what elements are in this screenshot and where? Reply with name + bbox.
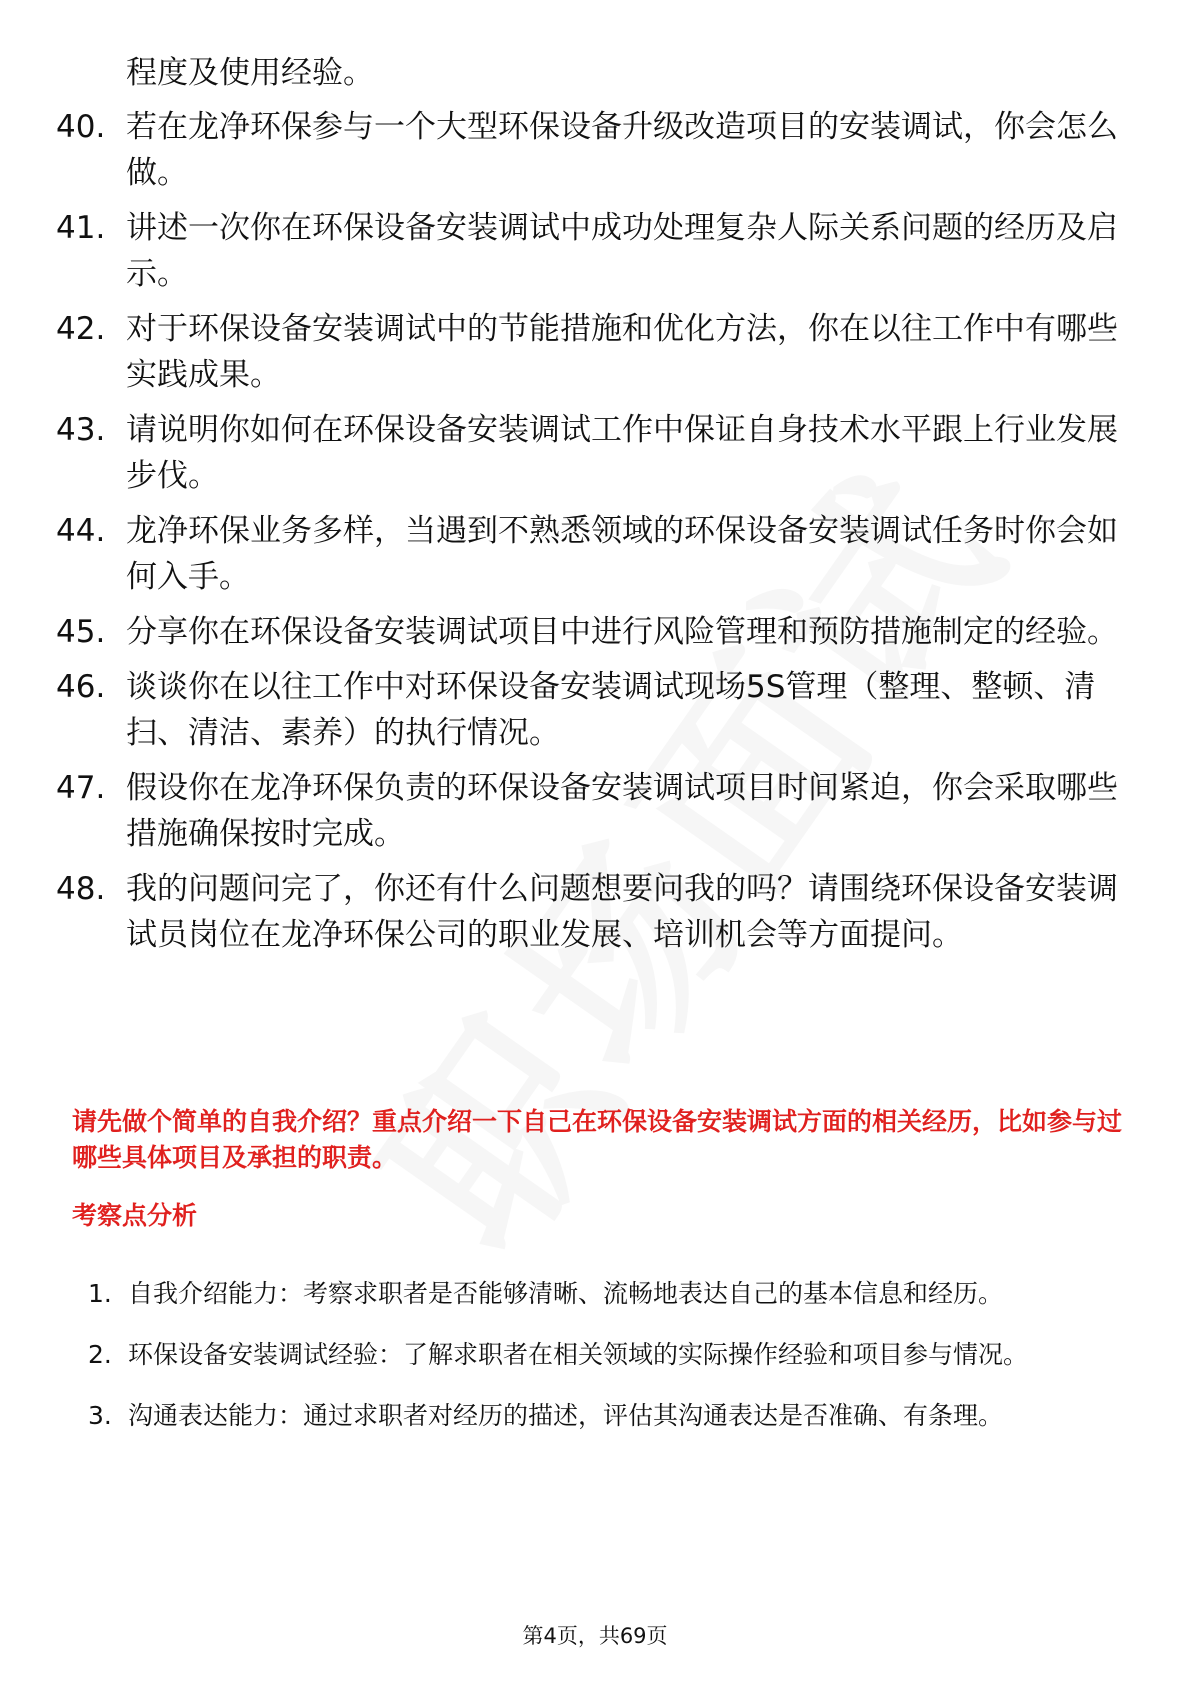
question-number: 41. bbox=[56, 210, 106, 246]
analysis-number: 2. bbox=[88, 1340, 112, 1369]
analysis-item bbox=[88, 1387, 1108, 1444]
question-text: 对于环保设备安装调试中的节能措施和优化方法，你在以往工作中有哪些实践成果。 bbox=[126, 311, 1118, 393]
question-text: 若在龙净环保参与一个大型环保设备升级改造项目的安装调试，你会怎么做。 bbox=[126, 109, 1118, 191]
analysis-item bbox=[88, 1265, 1108, 1322]
analysis-title: 考察点分析 bbox=[72, 1201, 198, 1230]
question-item bbox=[56, 306, 1126, 398]
analysis-number: 3. bbox=[88, 1401, 112, 1430]
question-number: 48. bbox=[56, 871, 106, 907]
question-text: 分享你在环保设备安装调试项目中进行风险管理和预防措施制定的经验。 bbox=[126, 614, 1118, 650]
question-number: 42. bbox=[56, 311, 106, 347]
question-item bbox=[56, 765, 1126, 857]
question-item bbox=[56, 407, 1126, 499]
question-item bbox=[56, 205, 1126, 297]
question-number: 44. bbox=[56, 513, 106, 549]
analysis-text: 自我介绍能力：考察求职者是否能够清晰、流畅地表达自己的基本信息和经历。 bbox=[128, 1279, 1004, 1308]
highlight-question: 请先做个简单的自我介绍？重点介绍一下自己在环保设备安装调试方面的相关经历，比如参与过哪些具体项目及承担的职责。 bbox=[72, 1107, 1123, 1172]
question-text: 我的问题问完了，你还有什么问题想要问我的吗？请围绕环保设备安装调试员岗位在龙净环保公司的职业发展、培训机会等方面提问。 bbox=[126, 871, 1118, 953]
question-item bbox=[56, 508, 1126, 600]
question-text: 请说明你如何在环保设备安装调试工作中保证自身技术水平跟上行业发展步伐。 bbox=[126, 412, 1118, 494]
question-number: 45. bbox=[56, 614, 106, 650]
question-number: 47. bbox=[56, 770, 106, 806]
question-text: 谈谈你在以往工作中对环保设备安装调试现场5S管理（整理、整顿、清扫、清洁、素养）的执行情况。 bbox=[126, 669, 1096, 751]
analysis-list bbox=[88, 1265, 1108, 1448]
analysis-number: 1. bbox=[88, 1279, 112, 1308]
question-number: 43. bbox=[56, 412, 106, 448]
question-item bbox=[56, 866, 1126, 958]
analysis-text: 沟通表达能力：通过求职者对经历的描述，评估其沟通表达是否准确、有条理。 bbox=[128, 1401, 1004, 1430]
question-list bbox=[56, 104, 1126, 967]
analysis-text: 环保设备安装调试经验：了解求职者在相关领域的实际操作经验和项目参与情况。 bbox=[128, 1340, 1029, 1369]
question-item bbox=[56, 664, 1126, 756]
question-item bbox=[56, 609, 1126, 655]
question-text: 龙净环保业务多样，当遇到不熟悉领域的环保设备安装调试任务时你会如何入手。 bbox=[126, 513, 1118, 595]
question-item bbox=[56, 104, 1126, 196]
continuation-text: 程度及使用经验。 bbox=[126, 55, 374, 91]
question-number: 46. bbox=[56, 669, 106, 705]
page-footer: 第4页，共69页 bbox=[522, 1624, 668, 1648]
analysis-item bbox=[88, 1326, 1108, 1383]
question-text: 假设你在龙净环保负责的环保设备安装调试项目时间紧迫，你会采取哪些措施确保按时完成。 bbox=[126, 770, 1118, 852]
question-text: 讲述一次你在环保设备安装调试中成功处理复杂人际关系问题的经历及启示。 bbox=[126, 210, 1118, 292]
question-number: 40. bbox=[56, 109, 106, 145]
